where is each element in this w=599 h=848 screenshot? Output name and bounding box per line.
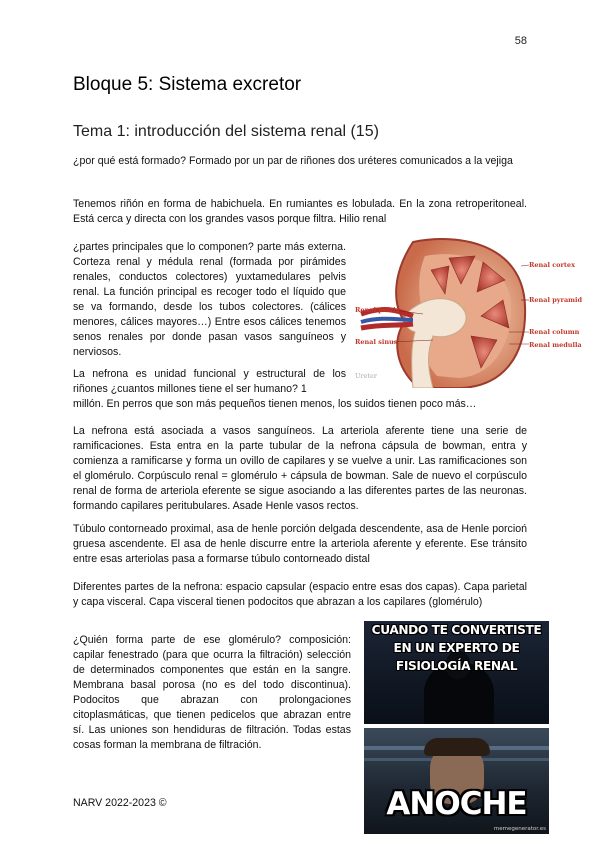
label-renal-cortex: Renal cortex <box>529 261 575 269</box>
paragraph-nephron-parts: Diferentes partes de la nefrona: espacio capsular (espacio entre esas dos capas). Capa parietal y capa visceral. Capa visceral tienen podocitos que abrazan a los capilares (glomérulo) <box>73 581 527 608</box>
footer-copyright: NARV 2022-2023 © <box>73 797 167 809</box>
paragraph-tubules: Túbulo contorneado proximal, asa de henle porción delgada descendente, asa de Henle porcioń gruesa ascendente. El asa de henle discurre entre la arteriola aferente y eferente. Ese tránsito entre esas arteriolas pasa a formarse túbulo contorneado distal <box>73 523 527 565</box>
label-renal-medulla: Renal medulla <box>529 341 582 349</box>
label-renal-column: Renal column <box>529 328 580 336</box>
paragraph-nephron-count: millón. En perros que son más pequeños tienen menos, los suidos tienen poco más… <box>73 398 477 410</box>
label-ureter: Ureter <box>355 372 377 380</box>
paragraph-kidney-shape: Tenemos riñón en forma de habichuela. En rumiantes es lobulada. En la zona retroperitoneal. Está cerca y directa con los grandes vasos porque filtra. Hilio renal <box>73 198 527 225</box>
paragraph-main-parts: ¿partes principales que lo componen? parte más externa. Corteza renal y médula renal (formada por pirámides renales, conductos colectores) yuxtamedulares pelvis renal. La función principal es recoger todo el líquido que se va formando, desde los tubos colectores. (cálices menores, cálices mayores…) Entre esos cálices tenemos senos renales por donde pasan vasos sanguíneos y nerviosos. <box>73 241 346 358</box>
section-heading: Bloque 5: Sistema excretor <box>73 74 302 95</box>
page-number: 58 <box>514 35 527 47</box>
meme-caption-bottom: ANOCHE <box>386 786 527 822</box>
label-renal-pyramid: Renal pyramid <box>529 296 583 304</box>
hair-silhouette <box>424 738 490 756</box>
label-renal-pelvis: Renal pelvis <box>355 306 400 314</box>
meme-image <box>364 621 549 834</box>
paragraph-glomerulus: ¿Quién forma parte de ese glomérulo? composición: capilar fenestrado (para que ocurra la filtración) selección de determinados componentes que están en la sangre. Membrana basal porosa (no es del todo discontinua). Podocitos que abrazan con prolongaciones citoplasmáticas, que tienen pedicelos que abrazan entre sí. Las uniones son hendiduras de filtración. Todas estas cosas forman la membrana de filtración. <box>73 634 351 751</box>
paragraph-nephron-intro: La nefrona es unidad funcional y estructural de los riñones ¿cuantos millones tiene el ser humano? 1 <box>73 368 346 395</box>
kidney-anatomy-figure <box>353 236 585 388</box>
meme-watermark: memegenerator.es <box>493 826 546 832</box>
label-renal-sinus: Renal sinus <box>355 338 398 346</box>
meme-caption-top: CUANDO TE CONVERTISTE EN UN EXPERTO DE FISIOLOGÍA RENAL <box>371 623 542 673</box>
topic-heading: Tema 1: introducción del sistema renal (15) <box>73 123 379 140</box>
paragraph-formation: ¿por qué está formado? Formado por un par de riñones dos uréteres comunicados a la vejiga <box>73 155 513 167</box>
kidney-illustration <box>353 236 585 388</box>
paragraph-blood-vessels: La nefrona está asociada a vasos sanguíneos. La arteriola aferente tiene una serie de ramificaciones. Esta entra en la parte tubular de la nefrona cápsula de bowman, entra y comienza a ramificarse y forma un ovillo de capilares y se vuelve a unir. Las ramificaciones son el glomérulo. Corpúsculo renal = glomérulo + cápsula de bowman. Sale de nuevo el corpúsculo renal de forma de arteriola eferente se sigue asociando a las diferentes partes de las neuronas. formando capilares peritubulares. Asade Henle vasos rectos. <box>73 425 527 512</box>
